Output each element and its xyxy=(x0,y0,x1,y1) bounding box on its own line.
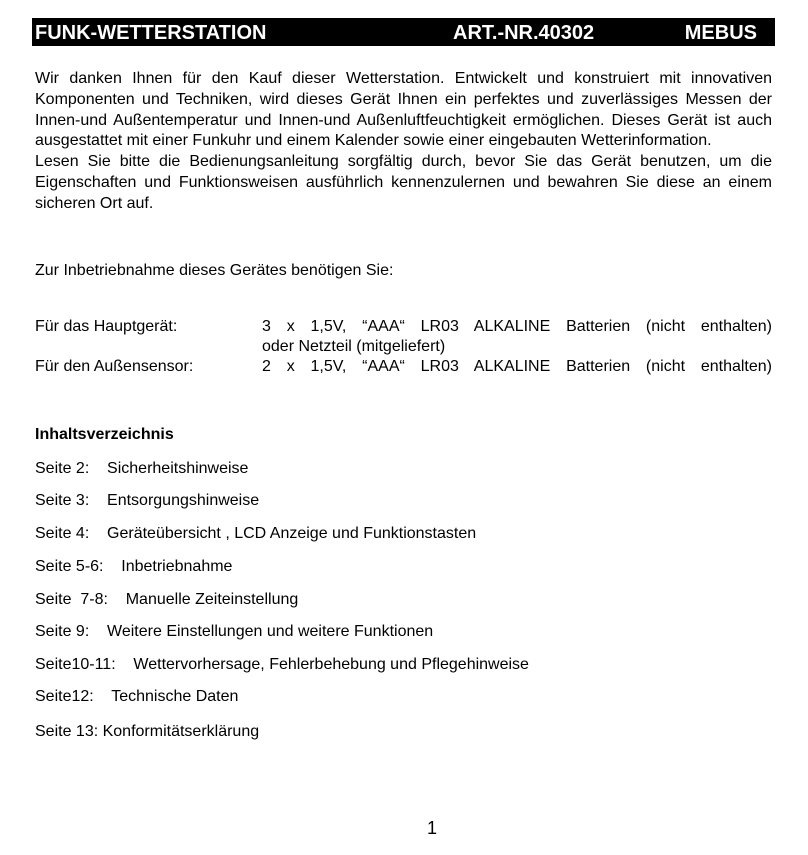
battery-row-sensor xyxy=(35,357,772,377)
toc-item: Seite 5-6: Inbetriebnahme xyxy=(35,558,233,575)
toc-item: Seite 13: Konformitätserklärung xyxy=(35,723,260,740)
battery-label: Für den Außensensor: xyxy=(35,358,194,375)
toc-item: Seite 2: Sicherheitshinweise xyxy=(35,460,249,477)
page-number: 1 xyxy=(427,818,438,838)
battery-value: 3 x 1,5V, “AAA“ LR03 ALKALINE Batterien (nicht enthalten) xyxy=(262,318,772,335)
toc-item: Seite 9: Weitere Einstellungen und weitere Funktionen xyxy=(35,623,434,640)
battery-row-main-unit xyxy=(35,317,772,357)
intro-paragraph: Wir danken Ihnen für den Kauf dieser Wetterstation. Entwickelt und konstruiert mit innovativen Komponenten und Techniken, wird dieses Gerät Ihnen ein perfektes und zuverlässiges Messen der Innen-und Außentemperatur und Innen-und Außenluftfeuchtigkeit ermöglichen. Dieses Gerät ist auch ausgestattet mit einer Funkuhr und einem Kalender sowie einer eingebauten Wetterinformation. xyxy=(35,70,772,150)
toc-item: Seite10-11: Wettervorhersage, Fehlerbehebung und Pflegehinweise xyxy=(35,656,529,673)
intro-text xyxy=(35,69,772,215)
article-number: ART.-NR.40302 xyxy=(453,22,595,44)
document-title: FUNK-WETTERSTATION xyxy=(35,22,267,44)
brand-name: MEBUS xyxy=(684,22,757,44)
toc-item: Seite 3: Entsorgungshinweise xyxy=(35,492,260,509)
battery-label: Für das Hauptgerät: xyxy=(35,318,178,335)
toc-heading: Inhaltsverzeichnis xyxy=(35,426,174,443)
battery-alternative: oder Netzteil (mitgeliefert) xyxy=(262,338,446,355)
battery-value: 2 x 1,5V, “AAA“ LR03 ALKALINE Batterien (nicht enthalten) xyxy=(262,358,772,375)
document-header xyxy=(32,18,775,46)
toc-item: Seite12: Technische Daten xyxy=(35,688,239,705)
intro-paragraph: Lesen Sie bitte die Bedienungsanleitung sorgfältig durch, bevor Sie das Gerät benutzen, um die Eigenschaften und Funktionsweisen ausführlich kennenzulernen und bewahren Sie diese an einem sicheren Ort auf. xyxy=(35,153,772,212)
requirements-heading: Zur Inbetriebnahme dieses Gerätes benötigen Sie: xyxy=(35,262,394,279)
toc-item: Seite 7-8: Manuelle Zeiteinstellung xyxy=(35,591,299,608)
toc-item: Seite 4: Geräteübersicht , LCD Anzeige und Funktionstasten xyxy=(35,525,477,542)
